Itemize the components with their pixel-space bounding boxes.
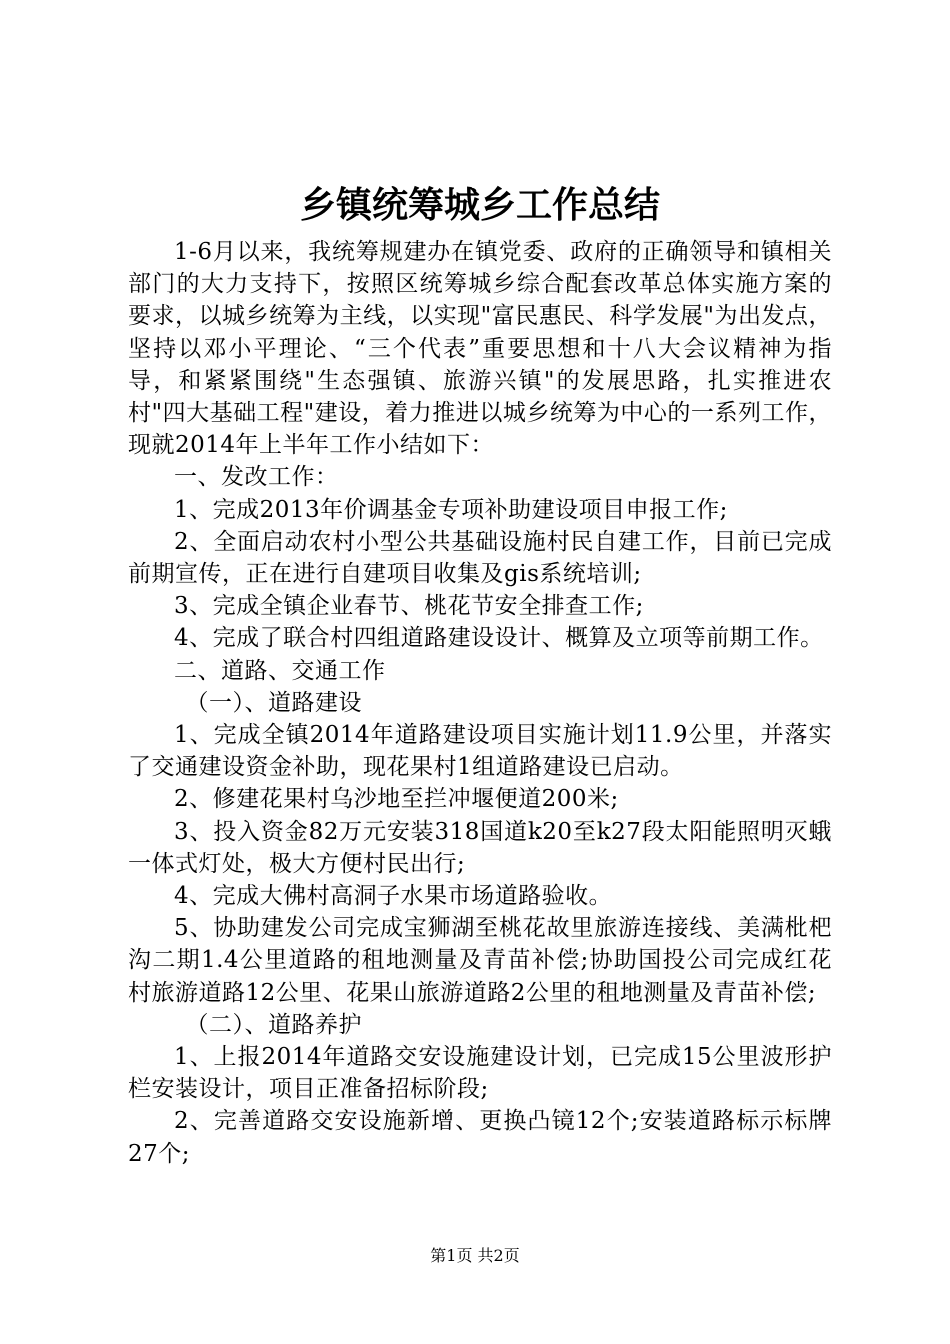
section1-heading: 一、发改工作： (174, 464, 339, 491)
section2-sub1-item: 3、投入资金82万元安装318国道k20至k27段太阳能照明灭蛾一体式灯处，极大方便村民出行; (128, 818, 832, 877)
section1-item: 4、完成了联合村四组道路建设设计、概算及立项等前期工作。 (174, 625, 824, 652)
intro-paragraph: 1-6月以来，我统筹规建办在镇党委、政府的正确领导和镇相关部门的大力支持下，按照区统筹城乡综合配套改革总体实施方案的要求，以城乡统筹为主线，以实现"富民惠民、科学发展"为出发点，坚持以邓小平理论、“三个代表”重要思想和十八大会议精神为指导，和紧紧围绕"生态强镇、旅游兴镇"的发展思路，扎实推进农村"四大基础工程"建设，着力推进以城乡统筹为中心的一系列工作，现就2014年上半年工作小结如下： (128, 239, 832, 459)
section2-sub2-item: 1、上报2014年道路交安设施建设计划，已完成15公里波形护栏安装设计，项目正准备招标阶段; (128, 1044, 832, 1103)
section2-sub1-item: 2、修建花果村乌沙地至拦冲堰便道200米; (174, 786, 619, 813)
section2-sub1-heading: （一）、道路建设 (185, 689, 362, 716)
page-footer: 第1页 共2页 (430, 1246, 520, 1265)
section2-sub2-item: 2、完善道路交安设施新增、更换凸镜12个;安装道路标示标牌27个; (128, 1108, 832, 1167)
section2-sub1-item: 5、协助建发公司完成宝狮湖至桃花故里旅游连接线、美满枇杷沟二期1.4公里道路的租地测量及青苗补偿;协助国投公司完成红花村旅游道路12公里、花果山旅游道路2公里的租地测量及青苗补偿; (128, 915, 832, 1006)
section2-sub1-item: 1、完成全镇2014年道路建设项目实施计划11.9公里，并落实了交通建设资金补助，现花果村1组道路建设已启动。 (128, 722, 832, 781)
section2-heading: 二、道路、交通工作 (174, 657, 386, 684)
section1-item: 1、完成2013年价调基金专项补助建设项目申报工作; (174, 496, 728, 523)
section2-sub2-heading: （二）、道路养护 (185, 1011, 362, 1038)
section2-sub1-item: 4、完成大佛村高洞子水果市场道路验收。 (174, 883, 613, 910)
section1-item: 2、全面启动农村小型公共基础设施村民自建工作，目前已完成前期宣传，正在进行自建项目收集及gis系统培训; (128, 528, 832, 588)
document-page (128, 180, 832, 1170)
document-title: 乡镇统筹城乡工作总结 (299, 185, 660, 226)
section1-item: 3、完成全镇企业春节、桃花节安全排查工作; (174, 593, 644, 620)
